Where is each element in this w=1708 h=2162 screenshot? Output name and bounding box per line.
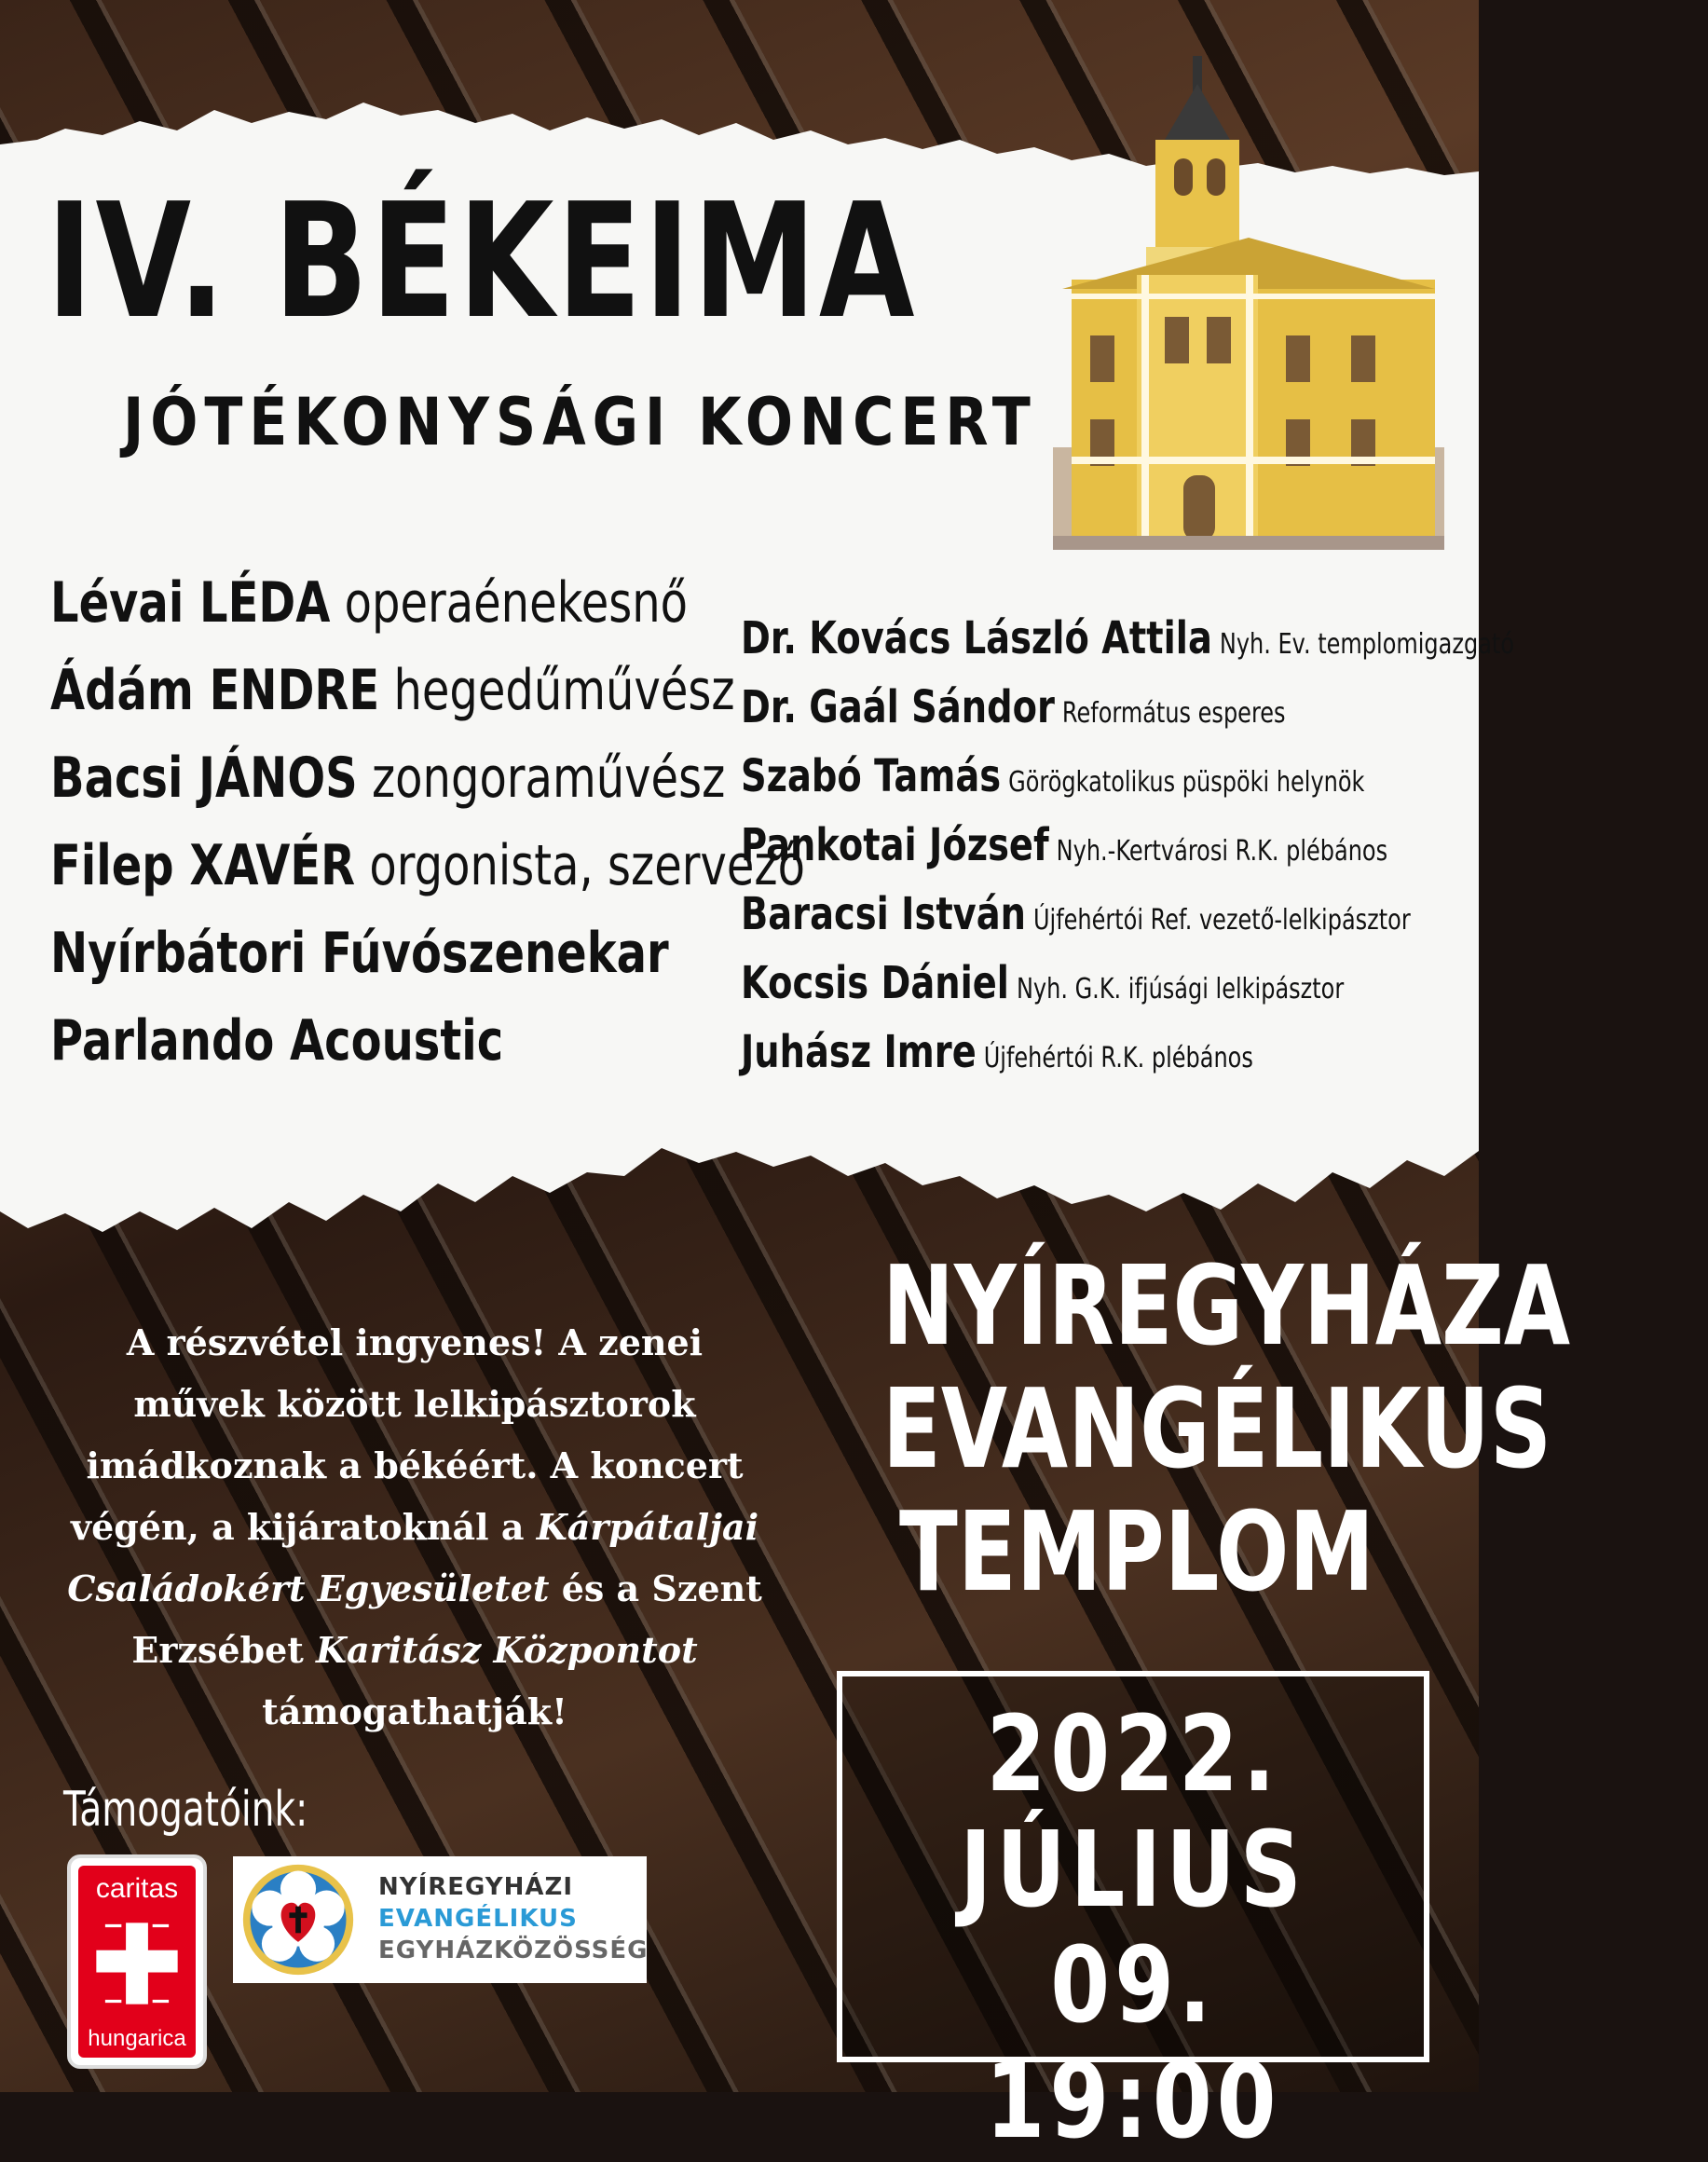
performer-item (50, 734, 805, 822)
clergy-role: Újfehértói R.K. plébános (983, 1042, 1253, 1074)
performer-item (50, 822, 805, 910)
info-line: A részvétel ingyenes! A zenei (126, 1321, 704, 1363)
clergy-item (741, 949, 1514, 1018)
evlogo-line-3: EGYHÁZKÖZÖSSÉG (378, 1936, 649, 1964)
caritas-logo-word: caritas (95, 1873, 179, 1904)
caritas-logo-field (78, 1866, 196, 2058)
performer-item (50, 997, 805, 1085)
clergy-item (741, 742, 1514, 811)
church-illustration (1053, 56, 1444, 550)
venue-denomination: EVANGÉLIKUS (882, 1364, 1552, 1493)
clergy-name: Kocsis Dániel (741, 957, 1009, 1009)
caritas-logo (67, 1854, 207, 2069)
performer-name: Parlando Acoustic (50, 1008, 504, 1074)
clergy-role: Református esperes (1061, 697, 1286, 730)
info-line: művek között lelkipásztorok (133, 1383, 696, 1425)
info-line (28, 1497, 801, 1558)
date-day: JÚLIUS 09. (960, 1810, 1306, 2046)
performer-role: operaénekesnő (344, 570, 689, 636)
clergy-item (741, 673, 1514, 742)
clergy-role: Nyh. G.K. ifjúsági lelkipásztor (1016, 973, 1345, 1006)
sponsors-label: Támogatóink: (63, 1782, 308, 1838)
info-line: imádkoznak a békéért. A koncert (86, 1444, 744, 1486)
luther-rose-icon (240, 1862, 356, 1977)
clergy-item (741, 604, 1514, 673)
info-text: Erzsébet (131, 1629, 304, 1671)
clergy-list (741, 604, 1708, 1087)
venue (811, 1241, 1571, 1616)
clergy-name: Dr. Kovács László Attila (741, 612, 1212, 664)
clergy-role: Nyh.-Kertvárosi R.K. plébános (1056, 835, 1388, 868)
performer-role: zongoraművész (371, 746, 726, 811)
info-line (28, 1558, 801, 1620)
evlogo-line-2: EVANGÉLIKUS (378, 1905, 578, 1933)
clergy-name: Juhász Imre (741, 1026, 977, 1078)
performer-role: orgonista, szervező (369, 833, 805, 898)
venue-city: NYÍREGYHÁZA (882, 1241, 1571, 1370)
performer-name: Nyírbátori Fúvószenekar (50, 921, 669, 986)
clergy-name: Szabó Tamás (741, 750, 1002, 802)
performer-name: Filep XAVÉR (50, 833, 356, 898)
clergy-item (741, 1018, 1514, 1087)
performer-item (50, 647, 805, 734)
clergy-name: Baracsi István (741, 888, 1026, 940)
venue-building: TEMPLOM (899, 1487, 1374, 1616)
performer-item (50, 559, 805, 647)
info-line: támogathatják! (262, 1690, 567, 1732)
performer-name: Bacsi JÁNOS (50, 746, 358, 811)
performer-role: hegedűművész (393, 658, 735, 723)
performer-name: Ádám ENDRE (50, 658, 380, 723)
info-emphasis: Karitász Központot (316, 1629, 698, 1671)
info-text: végén, a kijáratoknál a (70, 1506, 525, 1548)
info-line (28, 1620, 801, 1681)
info-emphasis: Kárpátaljai (536, 1506, 758, 1548)
evlogo-line-1: NYÍREGYHÁZI (378, 1873, 574, 1901)
performer-name: Lévai LÉDA (50, 570, 331, 636)
clergy-role: Újfehértói Ref. vezető-lelkipásztor (1032, 904, 1411, 937)
concert-subtitle: JÓTÉKONYSÁGI KONCERT (123, 384, 1037, 460)
caritas-cross-icon (90, 1912, 184, 2015)
clergy-role: Nyh. Ev. templomigazgató (1219, 628, 1515, 661)
event-info-text (28, 1312, 801, 1743)
clergy-role: Görögkatolikus püspöki helynök (1008, 766, 1365, 799)
date-year: 2022. (986, 1694, 1280, 1815)
date-time: 19:00 (985, 2041, 1281, 2162)
info-text: és a Szent (561, 1567, 762, 1609)
clergy-name: Pankotai József (741, 819, 1049, 871)
date-box (837, 1671, 1429, 2162)
concert-title: IV. BÉKEIMA (47, 170, 918, 354)
performer-item (50, 910, 805, 997)
evangelical-congregation-logo (233, 1856, 647, 1983)
info-emphasis: Családokért Egyesületet (67, 1567, 550, 1609)
clergy-name: Dr. Gaál Sándor (741, 681, 1055, 733)
clergy-item (741, 880, 1514, 949)
caritas-logo-subword: hungarica (88, 2026, 186, 2051)
clergy-item (741, 811, 1514, 880)
